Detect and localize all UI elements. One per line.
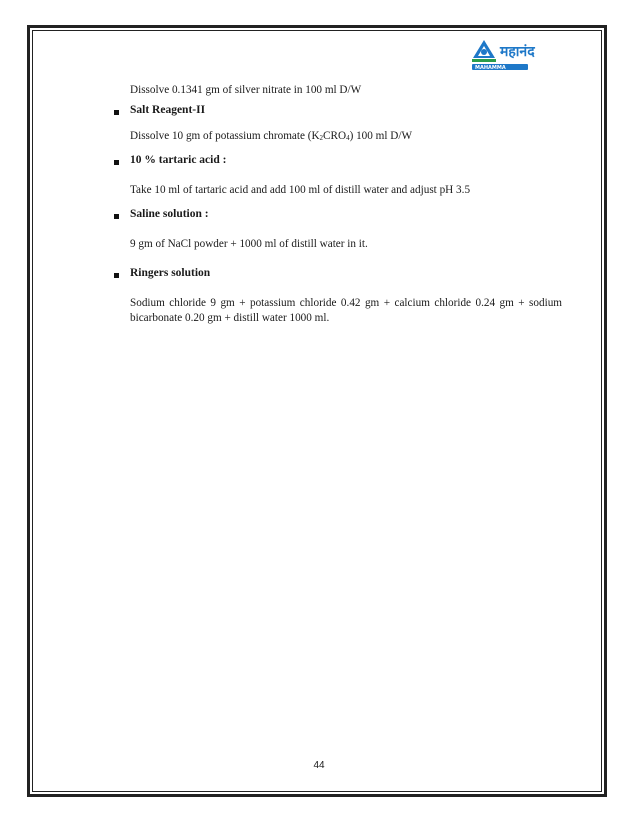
tartaric-acid-heading: 10 % tartaric acid : — [130, 154, 227, 166]
logo-wordmark-text: MAHAMMA — [475, 65, 506, 71]
bullet-square-icon — [114, 110, 119, 115]
bullet-square-icon — [114, 160, 119, 165]
saline-solution-heading: Saline solution : — [130, 208, 209, 220]
tartaric-acid-text: Take 10 ml of tartaric acid and add 100 ml of distill water and adjust pH 3.5 — [130, 184, 471, 196]
saline-solution-text: 9 gm of NaCl powder + 1000 ml of distill water in it. — [130, 238, 368, 250]
salt-reagent-text: Dissolve 10 gm of potassium chromate $(K_2CRO_4)$ 100 ml D/W — [130, 130, 413, 142]
logo-emblem-icon — [470, 38, 564, 72]
bullet-square-icon — [114, 273, 119, 278]
mahanand-logo — [470, 38, 564, 72]
salt-reagent-heading: Salt Reagent-II — [130, 104, 206, 116]
silver-nitrate-text: Dissolve 0.1341 gm of silver nitrate in 100 ml D/W — [130, 84, 362, 96]
bullet-square-icon — [114, 214, 119, 219]
logo-devanagari-text: महानंद — [500, 44, 535, 60]
ringers-solution-text: Sodium chloride 9 gm + potassium chloride 0.42 gm + calcium chloride 0.24 gm + sodium bicarbonate 0.20 gm + distill water 1000 ml. — [130, 297, 562, 324]
ringers-solution-heading: Ringers solution — [130, 267, 211, 279]
page-number: 44 — [313, 760, 325, 771]
